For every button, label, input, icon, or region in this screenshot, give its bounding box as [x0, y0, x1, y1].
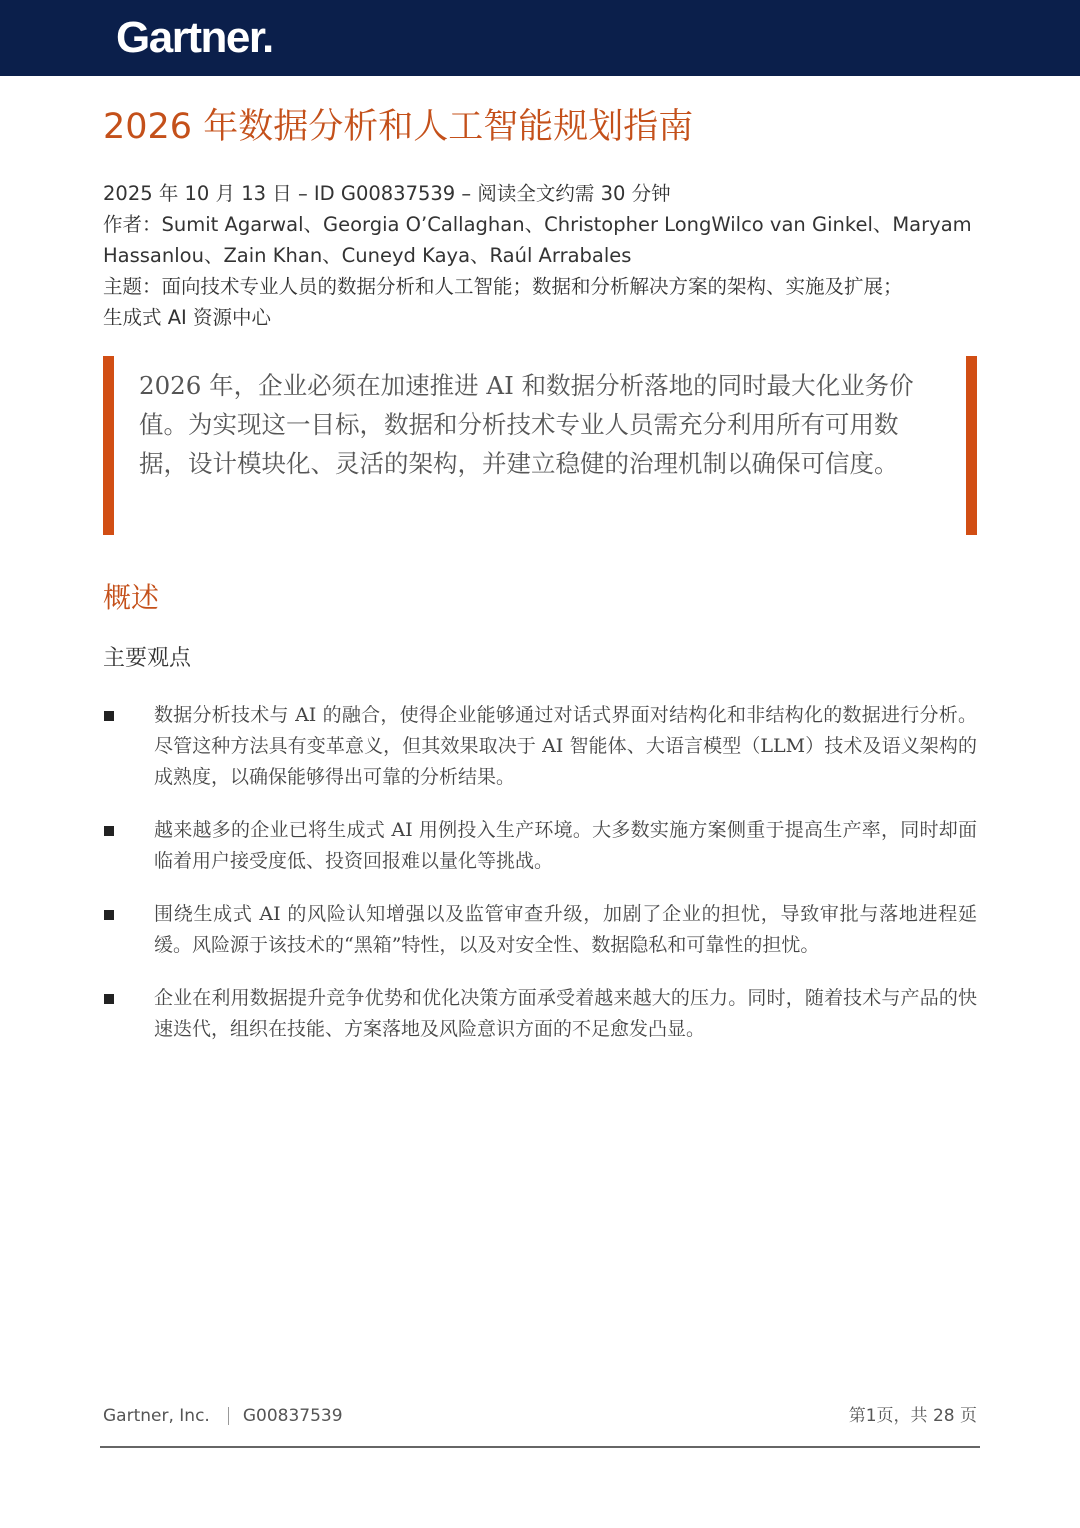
square-bullet-icon	[104, 826, 114, 836]
footer-doc-id: G00837539	[242, 1406, 343, 1426]
callout-text: 2026 年，企业必须在加速推进 AI 和数据分析落地的同时最大化业务价值。为实现这一目标，数据和分析技术专业人员需充分利用所有可用数据，设计模块化、灵活的架构，并建立稳健的治理机制以确保可信度。	[139, 371, 914, 478]
page-footer	[103, 1401, 977, 1431]
summary-callout	[103, 356, 977, 535]
list-item	[103, 700, 977, 793]
authors-line-2: Hassanlou、Zain Khan、Cuneyd Kaya、Raúl Arrabales	[103, 244, 632, 267]
square-bullet-icon	[104, 994, 114, 1004]
publish-info: 2025 年 10 月 13 日 – ID G00837539 – 阅读全文约需 30 分钟	[103, 182, 671, 205]
bullet-text: 数据分析技术与 AI 的融合，使得企业能够通过对话式界面对结构化和非结构化的数据进行分析。尽管这种方法具有变革意义，但其效果取决于 AI 智能体、大语言模型（LLM）技术及语义架构的成熟度，以确保能够得出可靠的分析结果。	[154, 704, 977, 788]
authors-line-1: 作者：Sumit Agarwal、Georgia O’Callaghan、Christopher LongWilco van Ginkel、Maryam	[103, 213, 972, 236]
footer-page-number: 第1页，共 28 页	[848, 1406, 977, 1426]
bullet-text: 围绕生成式 AI 的风险认知增强以及监管审查升级，加剧了企业的担忧，导致审批与落地进程延缓。风险源于该技术的“黑箱”特性，以及对安全性、数据隐私和可靠性的担忧。	[154, 903, 977, 956]
footer-rule	[100, 1446, 980, 1448]
topics-line-1: 主题：面向技术专业人员的数据分析和人工智能；数据和分析解决方案的架构、实施及扩展；	[103, 275, 903, 298]
square-bullet-icon	[104, 910, 114, 920]
bullet-text: 越来越多的企业已将生成式 AI 用例投入生产环境。大多数实施方案侧重于提高生产率，同时却面临着用户接受度低、投资回报难以量化等挑战。	[154, 819, 977, 872]
list-item	[103, 983, 977, 1045]
document-meta	[103, 178, 979, 333]
section-title-overview: 概述	[103, 581, 160, 614]
list-item	[103, 899, 977, 961]
bullet-text: 企业在利用数据提升竞争优势和优化决策方面承受着越来越大的压力。同时，随着技术与产品的快速迭代，组织在技能、方案落地及风险意识方面的不足愈发凸显。	[154, 987, 977, 1040]
topics-line-2: 生成式 AI 资源中心	[103, 306, 271, 329]
callout-left-bar	[103, 356, 114, 535]
footer-company: Gartner, Inc.	[103, 1406, 210, 1426]
callout-right-bar	[966, 356, 977, 535]
list-item	[103, 815, 977, 877]
key-findings-list	[103, 700, 977, 1067]
footer-divider	[228, 1407, 229, 1425]
footer-left	[103, 1401, 343, 1431]
header-bar	[0, 0, 1080, 76]
page-title: 2026 年数据分析和人工智能规划指南	[103, 107, 694, 147]
square-bullet-icon	[104, 711, 114, 721]
gartner-logo: Gartner.	[116, 13, 273, 62]
subsection-title-key-findings: 主要观点	[103, 646, 192, 671]
